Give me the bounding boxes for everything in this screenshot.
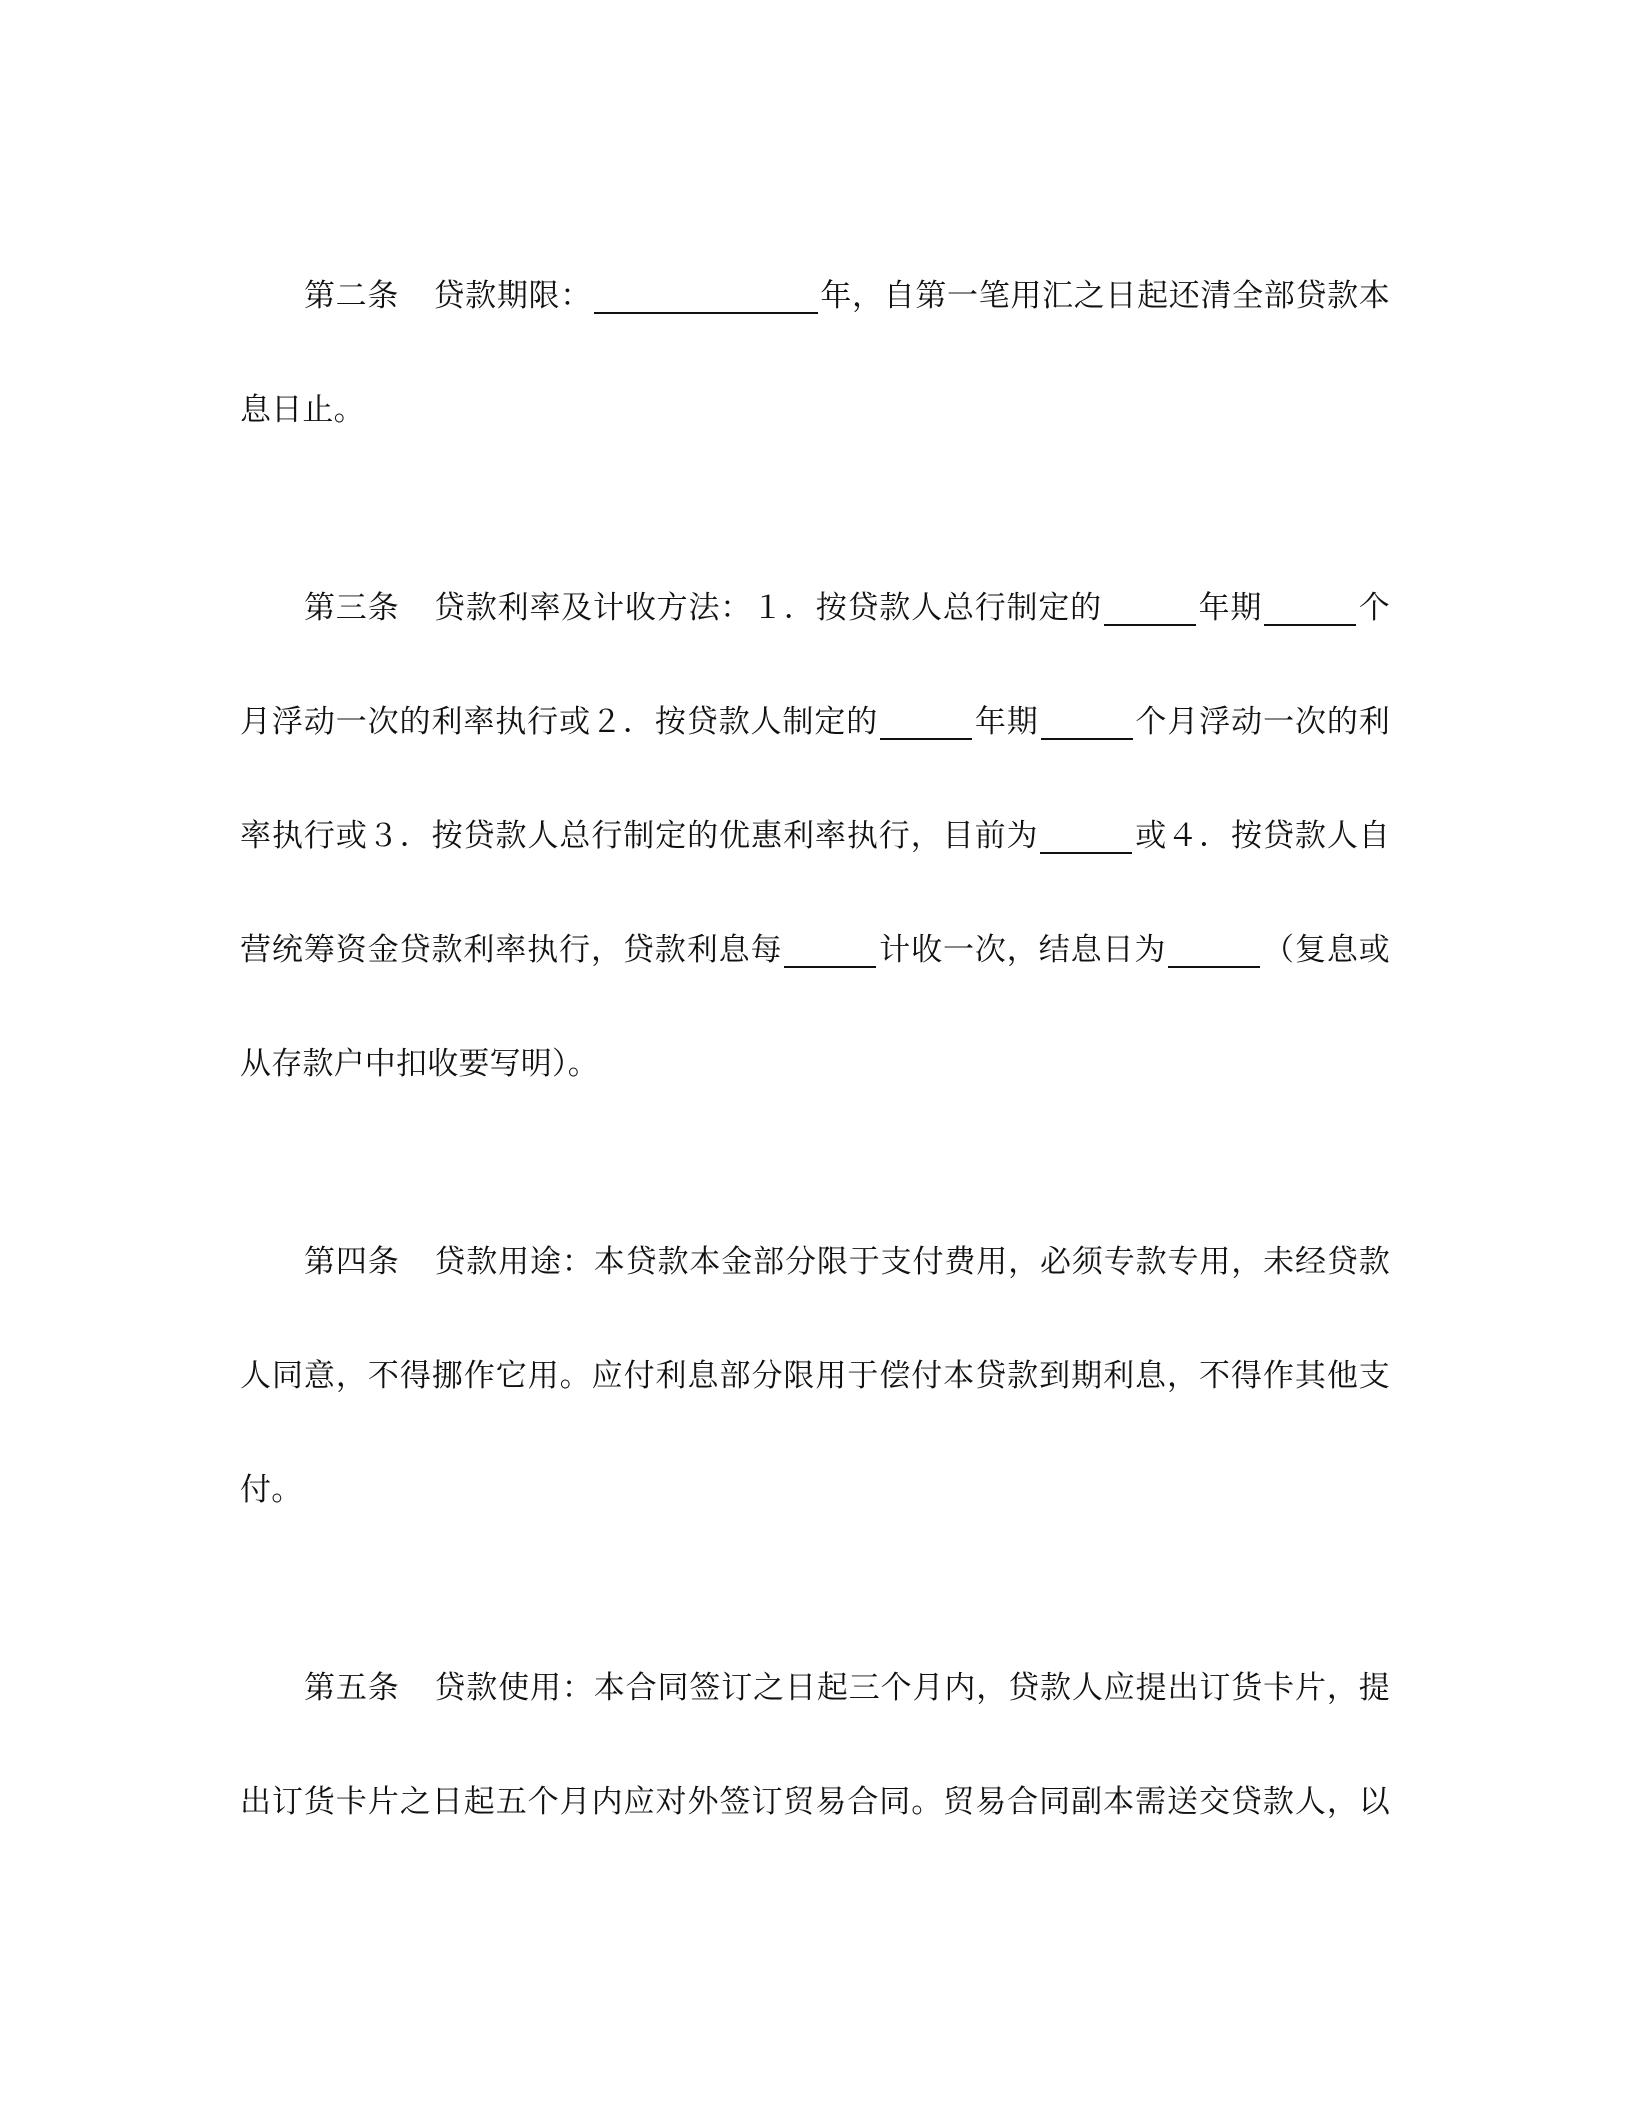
lender-rate-months-blank[interactable] [1041, 708, 1133, 740]
article-5-text-2: 出订货卡片之日起五个月内应对外签订贸易合同。贸易合同副本需送交贷款人，以 [240, 1784, 1390, 1820]
article-5-text-1: 贷款使用：本合同签订之日起三个月内，贷款人应提出订货卡片，提 [433, 1670, 1390, 1706]
article-3-heading: 第三条 [304, 590, 400, 626]
article-2-text-a: 贷款期限： [433, 278, 592, 314]
article-3-text-2a: 月浮动一次的利率执行或２．按贷款人制定的 [240, 704, 879, 740]
settlement-date-blank[interactable] [1168, 936, 1260, 968]
article-5-line-2 [240, 1780, 1390, 1824]
article-4-text-1: 贷款用途：本贷款本金部分限于支付费用，必须专款专用，未经贷款 [433, 1244, 1390, 1280]
article-3-text-2c: 个月浮动一次的利 [1134, 704, 1390, 740]
article-3-line-1 [304, 586, 1390, 630]
article-4-text-3: 付。 [240, 1472, 303, 1508]
article-4-text-2: 人同意，不得挪作它用。应付利息部分限用于偿付本贷款到期利息，不得作其他支 [240, 1358, 1390, 1394]
article-3-text-1c: 个 [1358, 590, 1390, 626]
article-4-line-3 [240, 1468, 1390, 1512]
article-3-text-2b: 年期 [974, 704, 1039, 740]
preferential-rate-blank[interactable] [1040, 822, 1132, 854]
head-office-rate-years-blank[interactable] [1104, 594, 1196, 626]
article-3-text-5: 从存款户中扣收要写明）。 [240, 1046, 599, 1082]
article-3-text-1a: 贷款利率及计收方法：１．按贷款人总行制定的 [433, 590, 1102, 626]
article-2-line-2 [240, 388, 1390, 432]
lender-rate-years-blank[interactable] [880, 708, 972, 740]
article-3-text-4a: 营统筹资金贷款利率执行，贷款利息每 [240, 932, 783, 968]
article-3-text-3b: 或４．按贷款人自 [1134, 818, 1390, 854]
article-3-text-4b: 计收一次，结息日为 [878, 932, 1167, 968]
article-4-line-2 [240, 1354, 1390, 1398]
article-3-text-1b: 年期 [1197, 590, 1263, 626]
article-4-line-1 [304, 1240, 1390, 1284]
head-office-rate-months-blank[interactable] [1264, 594, 1356, 626]
article-4-heading: 第四条 [304, 1244, 400, 1280]
article-2-line-1 [304, 274, 1390, 318]
article-2-heading: 第二条 [304, 278, 400, 314]
interest-period-blank[interactable] [784, 936, 876, 968]
loan-term-years-blank[interactable] [594, 282, 818, 314]
article-5-line-1 [304, 1666, 1390, 1710]
article-3-line-5 [240, 1042, 1390, 1086]
article-3-text-4c: （复息或 [1262, 932, 1390, 968]
article-3-line-2 [240, 700, 1390, 744]
article-3-line-3 [240, 814, 1390, 858]
article-3-line-4 [240, 928, 1390, 972]
article-2-text-b: 年，自第一笔用汇之日起还清全部贷款本 [819, 278, 1390, 314]
article-3-text-3a: 率执行或３．按贷款人总行制定的优惠利率执行，目前为 [240, 818, 1039, 854]
article-5-heading: 第五条 [304, 1670, 400, 1706]
article-2-text-c: 息日止。 [240, 392, 365, 428]
